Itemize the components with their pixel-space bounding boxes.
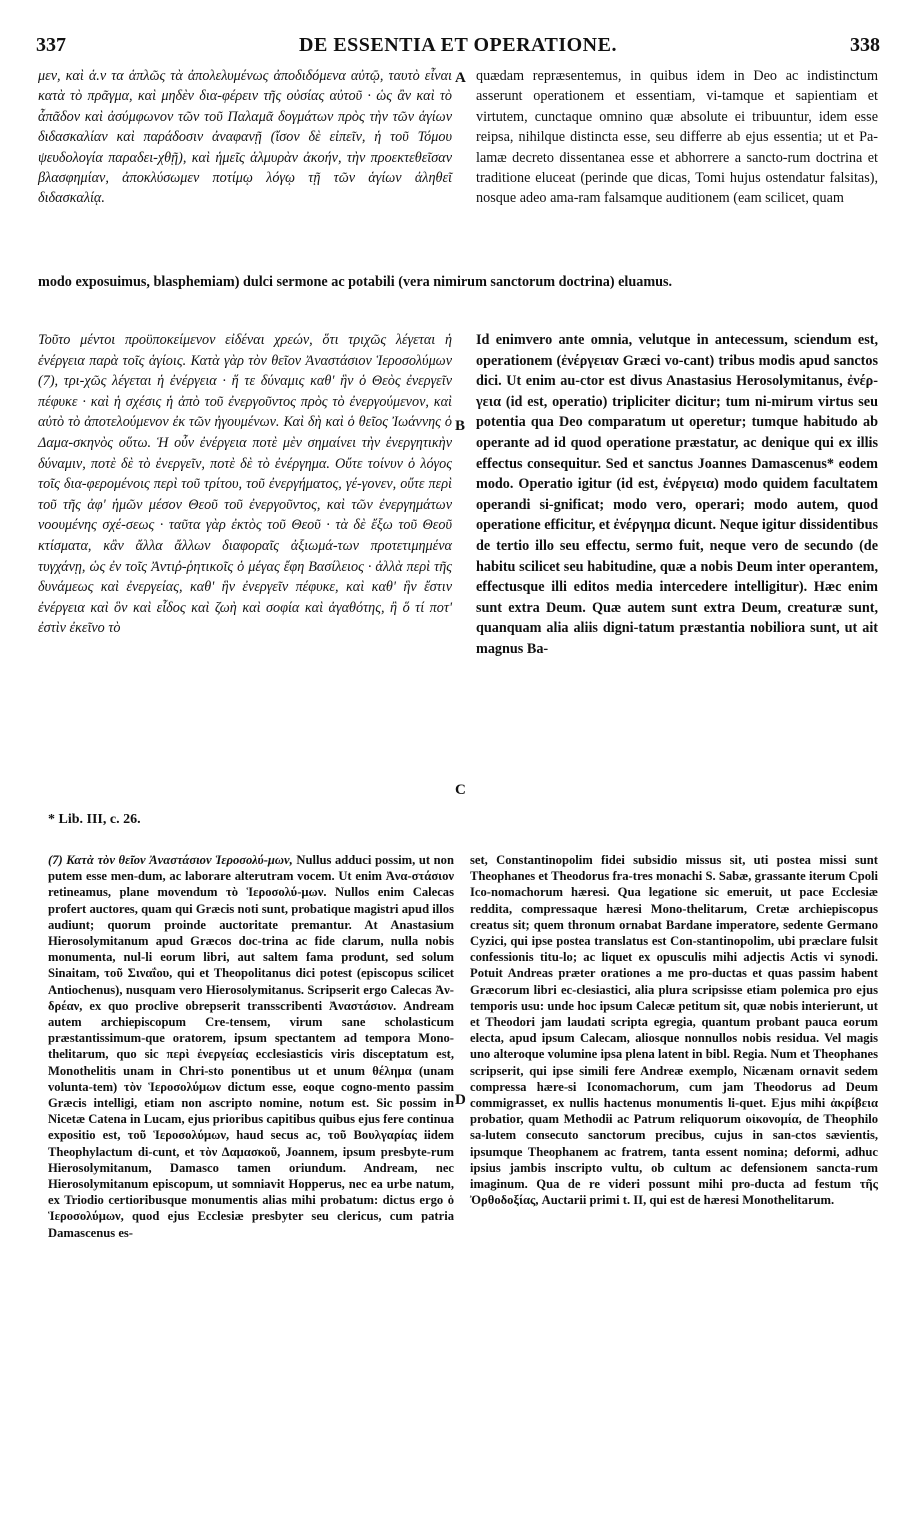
latin-column-middle [476, 330, 878, 660]
footnote-column-left [48, 852, 454, 1241]
margin-letter-c: C [455, 782, 466, 798]
greek-column-top [38, 66, 452, 209]
running-header [36, 34, 880, 56]
footnote-right-text: set, Constantinopolim fidei subsidio missus sit, uti postea missi sunt Theophanes et Theodorus fra-tres monachi S. Sabæ, grassante iterum Cpoli Ico-nomachorum hæresi. Qua legatione sic emeruit, ut pace Ecclesiæ reddita, compressaque hæresi Mono-thelitarum, Cretæ archiepiscopus creatus sit; quem thronum ornabat Bardane imperatore, sedente Germano Cyzici, qui ipse postea translatus est Con-stantinopolim, ubi præclare fulsit confessionis titu-lo; ac liquet ex opusculis mihi adjectis Actis vi synodi. Potuit Andreas præter orationes a me pro-ductas et quas passim habent Græcorum libri ec-clesiastici, alia plura scripsisse etiam polemica pro ejus temporis usu: unde hoc ipsum Calecæ petitum sit, quæ nobis interierunt, ut et Theodori jam laudati scripta egregia, quantum probant pauca eorum electa, apud ipsum Calecam, aliosque nonnullos nobis residua. Vel magis uno alteroque volumine ipsa plena latent in bibl. Regia. Num et Theophanes scripserit, qui ipse simili fere Andreæ exemplo, Nicænam ornavit sedem compressa hære-si Iconomachorum, cum jam Theodorus ad Deum commigrasset, ex nullis hactenus monumentis li-quet. Ejus mihi ἀκρίβεια probatior, quam Methodii ac Patrum reliquorum οἰκονομία, de Theophilo sa-lutem consecuto sanctorum precibus, cujus in san-ctos sævientis, ipsumque Theophanem ac fratrem, tanta essent nomina; deformi, adhuc ipsius jambis inscripto vultu, ob cultum ac defensionem sancta-rum imaginum. Qua de re videri possunt mihi pro-ducta ad festum τῆς Ὀρθοδοξίας, Auctarii primi t. II, qui est de hæresi Monothelitarum. [470, 853, 878, 1208]
footnote-left-body: Nullus adduci possim, ut non putem esse men-dum, ac laborare alterutram vocem. Ut enim Ἀνα-στάσιον retineamus, plane movendum τὸ Ἱεροσολύ-μων. Nullos enim Calecas profert auctores, quam qui Græcis noti sunt, probatique magistri apud illos audiunt; quorum proinde auctoritate premantur. At Anastasium Hierosolymitanum apud Græcos doc-trina ac fide clarum, nulla nobis monumenta, nul-li eorum libri, aut saltem fama produnt, sed solum Sinaitam, τοῦ Σιναΐου, qui et Theopolitanus dici potest (episcopus scilicet Antiochenus), nusquam vero Hierosolymitanus. Scripserit ergo Calecas Ἀν-δρέαν, ex quo proclive obrepserit transscribenti Ἀναστάσιον. Andream autem archiepiscopum Cre-tensem, virum sane scholasticum præstantissimum-que oratorem, ipsum spectantem ad tempora Mono-thelitarum, quo sic περὶ ἐνεργείας ecclesiasticis viris disceptatum est, Monothelitis unam in Chri-sto ponentibus ut et unum θέλημα (unam volunta-tem) τὸν Ἱεροσολύμων dictum esse, eoque cogno-mento passim Græcis intelligi, etiam non ascripto nomine, notum est. Sic possim in Nicetæ Catena in Lucam, ejus prioribus capitibus quibus ejus fere continua expositio est, τοῦ Ἱεροσολύμων, haud secus ac, τοῦ Βουλγαρίας iidem Theophylactum di-cunt, et τὸν Δαμασκοῦ, Joannem, ipsum presbyte-rum Hierosolymitanum, Damasco tamen oriundum. Andream, nec Hierosolymitanum episcopum, ut somniavit Hopperus, nec ea urbe natum, ex Triodio certioribusque monumentis alias mihi probatum: dictus ergo ὁ Ἱεροσολύμων, quod ejus Ecclesiæ presbyter seu clericus, cum patria Damascenus es- [48, 853, 454, 1240]
greek-paragraph-1: μεν, καὶ ἁ.ν τα ἁπλῶς τὰ ἀπολελυμένως ἀποδιδόμενα αὐτῷ, ταυτὸ εἶναι κατὰ τὸ πρᾶγμα, καὶ μηδὲν δια-φέρειν τῆς οὐσίας αὐτοῦ · ὡς ἂν καὶ τὸ ἆπᾶδον καὶ ἀσύμφωνον τῶν τοῦ Παλαμᾶ δογμάτων πρὸς τὴν τῶν ἁγίων διδασκαλίαν καὶ παράδοσιν ἀναφανῇ (ἴσον δὲ εἰπεῖν, ἡ τοῦ Τόμου ψευδολογία παραδει-χθῇ), καὶ ἡμεῖς ἁλμυρὰν ἀκοήν, τὴν προεκτεθεῖσαν βλασφημίαν, ἀποκλύσωμεν ποτίμῳ λόγῳ τῇ τῶν ἁγίων ἀληθεῖ διδασκαλίᾳ. [38, 68, 452, 207]
margin-letter-a: A [455, 70, 466, 86]
footnote-left-text [48, 852, 454, 1241]
footnote-reference: * Lib. III, c. 26. [48, 812, 141, 827]
margin-letter-d: D [455, 1092, 466, 1108]
margin-letter-b: B [455, 418, 466, 434]
greek-paragraph-2: Τοῦτο μέντοι προϋποκείμενον εἰδέναι χρεών, ὅτι τριχῶς λέγεται ἡ ἐνέργεια παρὰ τοῖς ἁγίοις. Κατὰ γὰρ τὸν θεῖον Ἀναστάσιον Ἱεροσολύμων (7), τρι-χῶς λέγεται ἡ ἐνέργεια · ἥ τε δύναμις καθ' ἣν ὁ Θεὸς ἐνεργεῖν πέφυκε · καὶ ἡ σχέσις ἡ ἀπὸ τοῦ ἐνεργοῦντος πρὸς τὸ ἐνεργούμενον, καὶ αὐτὸ τὸ ἀποτελούμενον ἐκ τῶν ἠγουμένων. Καὶ δὴ καὶ ὁ θεῖος Ἰωάννης ὁ Δαμα-σκηνὸς οὕτω. Ἡ οὖν ἐνέργεια ποτὲ μὲν σημαίνει τὴν ἐνεργητικὴν δύναμιν, ποτὲ δὲ τὸ ἐνεργεῖν, ποτὲ δὲ τὸ ἐνέργημα. Οὔτε τοίνυν ὁ λόγος τοῖς δια-φερομένοις περὶ τοῦ τρίτου, τοῦ ἐνεργήματος, γέ-γονεν, οὔτε περὶ τοῦ τῆς ἀφ' ἡμῶν μέσον Θεοῦ τοῦ ἐνεργοῦντος, καὶ τῶν ἐνεργημάτων νοουμένης σχέ-σεως · ταῦτα γὰρ ἐκτὸς τοῦ Θεοῦ · τὰ δὲ ἔξω τοῦ Θεοῦ κτίσματα, κἂν ἄλλα ἄλλων διαφοραῖς ἀξιωμά-των προτετιμημένα τυγχάνῃ, ὡς ἐν τοῖς Ἀντιῤ-ῥητικοῖς ὁ μέγας ἔφη Βασίλειος · ἀλλὰ περὶ τῆς δυνάμεως καὶ ἐνεργείας, καθ' ἣν ἐνεργεῖν πέφυκε, καὶ καθ' ἣν ἔστιν ἐνέργεια καὶ ὃν καὶ εἶδος καὶ ζωὴ καὶ σοφία καὶ ἀγαθότης, ἢ ὅ τί ποτ' ἐστὶν ἐκεῖνο τὸ [38, 332, 452, 637]
latin-paragraph-1-end: modo exposuimus, blasphemiam) dulci sermone ac potabili (vera nimirum sanctorum doctrina) eluamus. [38, 274, 673, 290]
footnote-column-right [470, 852, 878, 1208]
latin-full-width-line [38, 272, 878, 292]
page-number-right: 338 [850, 34, 880, 56]
latin-column-top [476, 66, 878, 209]
latin-paragraph-1: quædam repræsentemus, in quibus idem in Deo ac indistinctum asserunt operationem et essentiam, vi-tamque et sapientiam et virtutem, cunctaque omnino quæ absolute ei tribuuntur, idem esse reipsa, nihilque distincta esse, seu differre ab ejus essentia; ut et Pa-lamæ decreto dissentanea esse et abhorrere a sancto-rum doctrina et traditione eluceat (perinde que dicas, Tomi hujus ostendatur falsitas), nosque adeo ama-ram falsamque auditionem (eam scilicet, quam [476, 68, 878, 207]
greek-column-middle [38, 330, 452, 639]
page-number-left: 337 [36, 34, 66, 56]
latin-paragraph-2: Id enimvero ante omnia, velutque in antecessum, sciendum est, operationem (ἐνέργειαν Græci vo-cant) tribus modis apud sanctos dici. Ut enim au-ctor est divus Anastasius Herosolymitanus, ἐνέρ-γεια (id est, operatio) tripliciter dicitur; tum ni-mirum virtus seu potentia qua Deo comparatum ut operetur; tumque habitudo ab operante ad id quod operatione præstatur, ac denique qui ex illis effectus consequitur. Sed et sanctus Joannes Damascenus* eodem modo. Operatio igitur (id est, ἐνέργεια) modo quidem facultatem operandi si-gnificat; modo vero, operari; modo autem, quod operatione efficitur, et ἐνέργημα dicunt. Neque igitur dissidentibus de tertio illo seu effectu, sermo fuit, neque vero de secundo (de habitu scilicet seu habitudine, quæ a nobis Deum inter operantem, effectusque illi editos media intercedere intelligitur). Hæc enim sunt extra Deum. Quæ autem sunt extra Deum, creaturæ sunt, quanquam alia aliis digni-tatum præstantia nobiliora sunt, ut ait magnus Ba- [476, 332, 878, 657]
running-title: DE ESSENTIA ET OPERATIONE. [299, 34, 617, 56]
footnote-lemma: (7) Κατὰ τὸν θεῖον Ἀναστάσιον Ἱεροσολύ-μων, [48, 853, 293, 867]
